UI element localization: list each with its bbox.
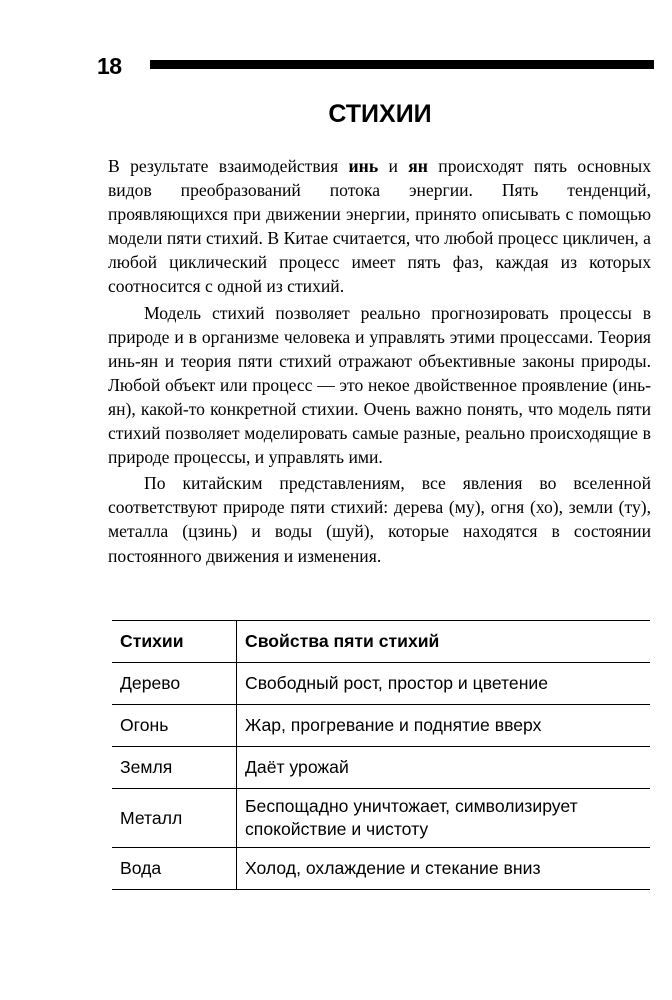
element-cell: Земля bbox=[112, 747, 237, 789]
paragraph-1-text-c: происходят пять основных видов преобразований потока энергии. Пять тенденций, проявляющихся при движении энергии, принято описывать с помощью модели пяти стихий. В Китае считается, что любой процесс цикличен, а любой циклический процесс имеет пять фаз, каждая из которых соотносится с одной из стихий. bbox=[108, 156, 652, 297]
column-header-elements: Стихии bbox=[112, 621, 237, 663]
properties-cell: Жар, прогревание и поднятие вверх bbox=[237, 705, 651, 747]
body-text bbox=[108, 154, 651, 568]
table-row bbox=[112, 705, 650, 747]
paragraph-1 bbox=[108, 154, 651, 299]
element-cell: Вода bbox=[112, 848, 237, 890]
table-row bbox=[112, 747, 650, 789]
table-row bbox=[112, 848, 650, 890]
term-yin: инь bbox=[348, 156, 379, 176]
term-yang: ян bbox=[408, 156, 428, 176]
properties-cell: Беспощадно уничтожает, символизирует спокойствие и чистоту bbox=[237, 789, 651, 848]
properties-cell: Свободный рост, простор и цветение bbox=[237, 663, 651, 705]
table-header-row bbox=[112, 621, 650, 663]
element-cell: Металл bbox=[112, 789, 237, 848]
paragraph-1-text-b: и bbox=[378, 156, 409, 176]
table-row bbox=[112, 663, 650, 705]
element-cell: Дерево bbox=[112, 663, 237, 705]
column-header-properties: Свойства пяти стихий bbox=[237, 621, 651, 663]
element-cell: Огонь bbox=[112, 705, 237, 747]
section-title: СТИХИИ bbox=[328, 100, 432, 128]
elements-table bbox=[112, 620, 650, 890]
header-rule bbox=[150, 60, 654, 69]
paragraph-3: По китайским представлениям, все явления во вселенной соответствуют природе пяти стихий: дерева (му), огня (хо), земли (ту), металла (цзинь) и воды (шуй), которые находятся в состоянии постоянного движения и изменения. bbox=[108, 473, 651, 566]
properties-cell: Холод, охлаждение и стекание вниз bbox=[237, 848, 651, 890]
page-number: 18 bbox=[97, 53, 122, 79]
properties-cell: Даёт урожай bbox=[237, 747, 651, 789]
paragraph-2: Модель стихий позволяет реально прогнозировать процессы в природе и в организме человека и управлять этими процессами. Теория инь-ян и теория пяти стихий отражают объективные законы природы. Любой объект или процесс — это некое двойственное проявление (инь-ян), какой-то конкретной стихии. Очень важно понять, что модель пяти стихий позволяет моделировать самые разные, реально происходящие в природе процессы, и управлять ими. bbox=[108, 302, 651, 468]
table-row bbox=[112, 789, 650, 848]
paragraph-1-text-a: В результате взаимодействия bbox=[108, 156, 349, 176]
